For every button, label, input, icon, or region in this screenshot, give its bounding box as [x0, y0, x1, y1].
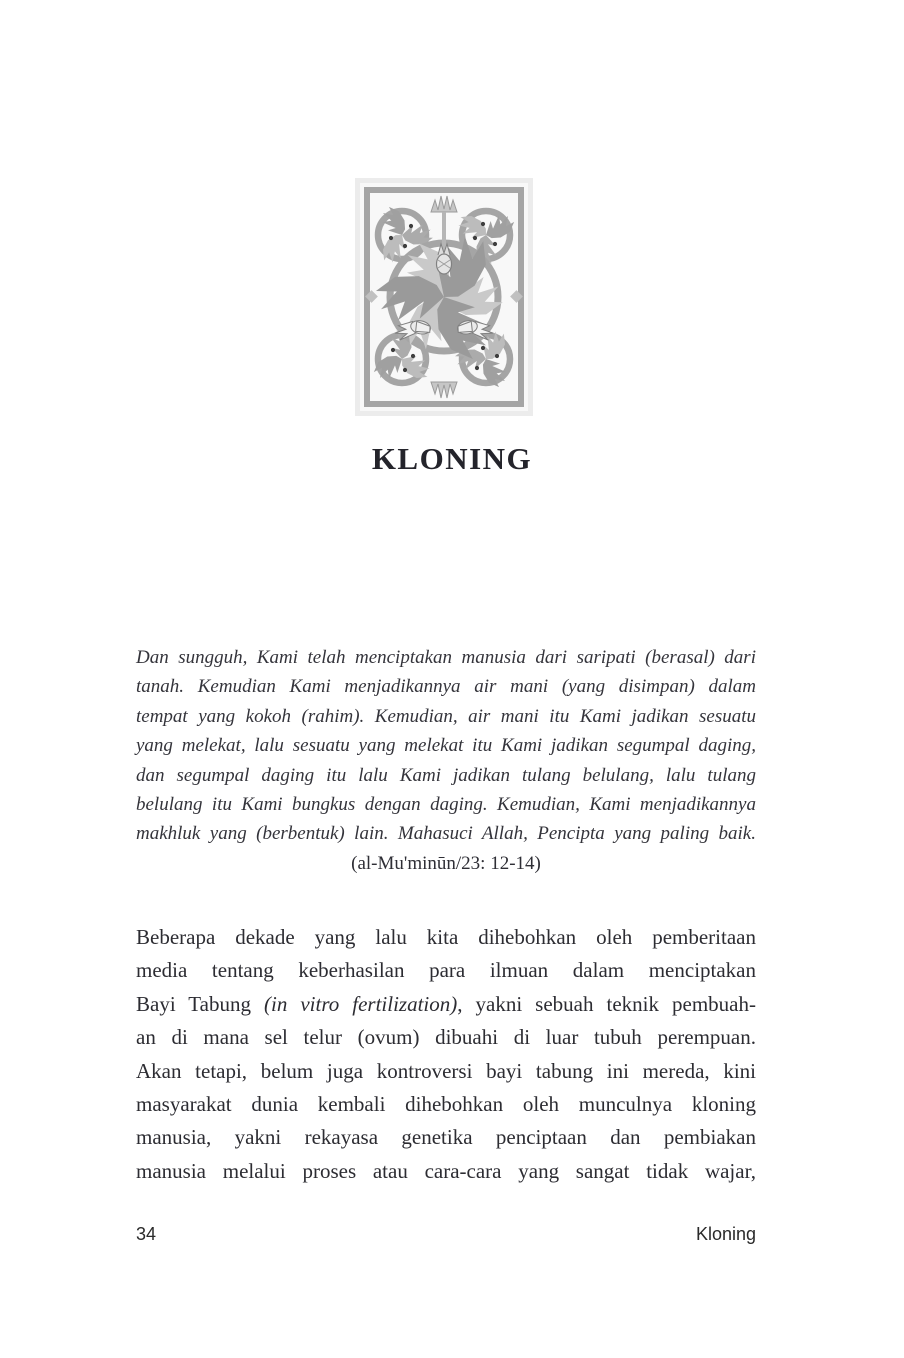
quote-citation: (al-Mu'minūn/23: 12-14) [351, 852, 541, 874]
page-footer [136, 1224, 756, 1245]
quote-line: Dan sungguh, Kami telah menciptakan manusia dari saripati (berasal) dari [136, 647, 756, 668]
page-number: 34 [136, 1224, 157, 1244]
quote-line: makhluk yang (berbentuk) lain. Mahasuci Allah, Pencipta yang paling baik. [136, 823, 756, 845]
body-line: masyarakat dunia kembali dihebohkan oleh munculnya kloning [136, 1092, 756, 1117]
scripture-quote [136, 643, 756, 878]
quote-line: yang melekat, lalu sesuatu yang melekat itu Kami jadikan segumpal daging, [136, 735, 756, 757]
body-paragraph [136, 921, 756, 1188]
body-line: an di mana sel telur (ovum) dibuahi di luar tubuh perempuan. [136, 1025, 756, 1050]
body-line: Beberapa dekade yang lalu kita dihebohkan oleh pemberitaan [136, 925, 756, 949]
body-text-italic: (in vitro fertilization) [264, 991, 458, 1016]
body-line: manusia melalui proses atau cara-cara yang sangat tidak wajar, [136, 1158, 756, 1183]
body-line: media tentang keberhasilan para ilmuan dalam menciptakan [136, 958, 756, 983]
body-text: , yakni sebuah teknik pembuah- [457, 991, 756, 1016]
quote-line: dan segumpal daging itu lalu Kami jadikan tulang belulang, lalu tulang [136, 764, 756, 786]
quote-line: tanah. Kemudian Kami menjadikannya air mani (yang disimpan) dalam [136, 676, 756, 698]
quote-line: tempat yang kokoh (rahim). Kemudian, air mani itu Kami jadikan sesuatu [136, 705, 756, 727]
body-text: Bayi Tabung [136, 991, 264, 1016]
thistle-engraving-ornament-svg [355, 178, 533, 416]
running-title: Kloning [695, 1224, 756, 1244]
quote-line: belulang itu Kami bungkus dengan daging. Kemudian, Kami menjadikannya [136, 794, 756, 816]
ornament-image [355, 178, 533, 416]
body-line: manusia, yakni rekayasa genetika penciptaan dan pembiakan [136, 1125, 756, 1150]
body-line: Akan tetapi, belum juga kontroversi bayi tabung ini mereda, kini [136, 1058, 756, 1083]
body-line [136, 988, 756, 1021]
page-title: KLONING [371, 441, 533, 476]
